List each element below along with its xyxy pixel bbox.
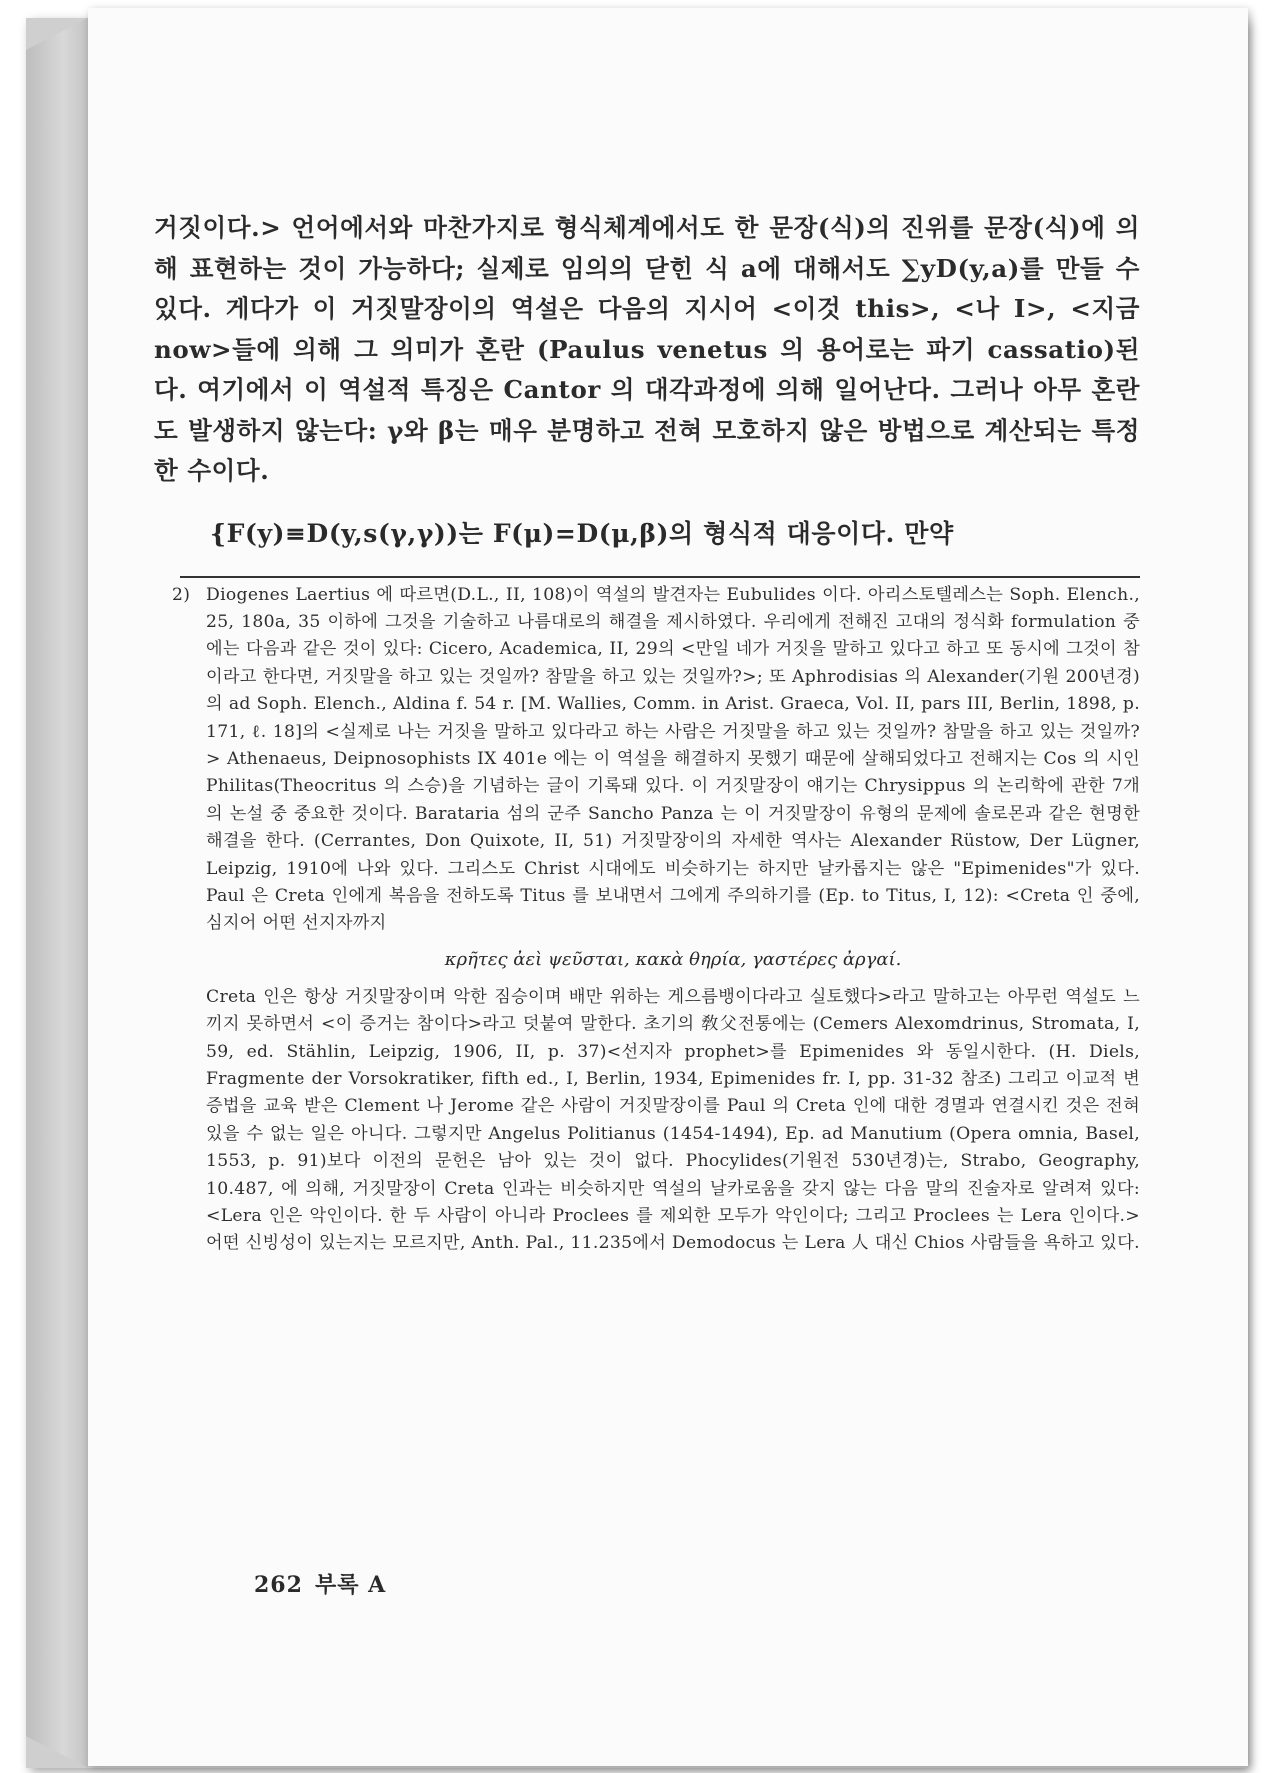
page-folio	[254, 1568, 386, 1599]
footnote-text-part2: Creta 인은 항상 거짓말장이며 악한 짐승이며 배만 위하는 게으름뱅이다라고 실토했다>라고 말하고는 아무런 역설도 느끼지 못하면서 <이 증거는 참이다>라고 덧붙여 말한다. 초기의 敎父전통에는 (Cemers Alexomdrinus, Stromata, I, 59, ed. Stählin, Leipzig, 1906, II, p. 37)<선지자 prophet>를 Epimenides 와 동일시한다. (H. Diels, Fragmente der Vorsokratiker, fifth ed., I, Berlin, 1934, Epimenides fr. I, pp. 31-32 참조) 그리고 이교적 변증법을 교육 받은 Clement 나 Jerome 같은 사람이 거짓말장이를 Paul 의 Creta 인에 대한 경멸과 연결시킨 것은 전혀 있을 수 없는 일은 아니다. 그렇지만 Angelus Politianus (1454-1494), Ep. ad Manutium (Opera omnia, Basel, 1553, p. 91)보다 이전의 문헌은 남아 있는 것이 없다. Phocylides(기원전 530년경)는, Strabo, Geography, 10.487, 에 의해, 거짓말장이 Creta 인과는 비슷하지만 역설의 날카로움을 갖지 않는 다음 말의 진술자로 알려져 있다: <Lera 인은 악인이다. 한 두 사람이 아니라 Proclees 를 제외한 모두가 악인이다; 그리고 Proclees 는 Lera 인이다.> 어떤 신빙성이 있는지는 모르지만, Anth. Pal., 11.235에서 Demodocus 는 Lera 人 대신 Chios 사람들을 욕하고 있다.	[206, 986, 1140, 1254]
greek-quotation: κρῆτες ἀεὶ ψεῦσται, κακὰ θηρία, γαστέρες ἀργαί.	[444, 948, 902, 970]
body-paragraph-formula: {F(y)≡D(y,s(γ,γ))는 F(μ)=D(μ,β)의 형식적 대응이다. 만약	[210, 518, 954, 548]
footnote-text-part1: Diogenes Laertius 에 따르면(D.L., II, 108)이 역설의 발견자는 Eubulides 이다. 아리스토텔레스는 Soph. Elench., 25, 180a, 35 이하에 그것을 기술하고 나름대로의 해결을 제시하였다. 우리에게 전해진 고대의 정식화 formulation 중에는 다음과 같은 것이 있다: Cicero, Academica, II, 29의 <만일 네가 거짓을 말하고 있다고 하고 또 동시에 그것이 참이라고 한다면, 거짓말을 하고 있는 것일까? 참말을 하고 있는 것일까?>; 또 Aphrodisias 의 Alexander(기원 200년경)의 ad Soph. Elench., Aldina f. 54 r. [M. Wallies, Comm. in Arist. Graeca, Vol. II, pars III, Berlin, 1898, p. 171, ℓ. 18]의 <실제로 나는 거짓을 말하고 있다라고 하는 사람은 거짓말을 하고 있는 것일까? 참말을 하고 있는 것일까?> Athenaeus, Deipnosophists IX 401e 에는 이 역설을 해결하지 못했기 때문에 살해되었다고 전해지는 Cos 의 시인 Philitas(Theocritus 의 스승)을 기념하는 글이 기록돼 있다. 이 거짓말장이 얘기는 Chrysippus 의 논리학에 관한 7개의 논설 중 중요한 것이다. Barataria 섬의 군주 Sancho Panza 는 이 거짓말장이 유형의 문제에 솔로몬과 같은 현명한 해결을 한다. (Cerrantes, Don Quixote, II, 51) 거짓말장이의 자세한 역사는 Alexander Rüstow, Der Lügner, Leipzig, 1910에 나와 있다. 그리스도 Christ 시대에도 비슷하기는 하지만 날카롭지는 않은 "Epimenides"가 있다. Paul 은 Creta 인에게 복음을 전하도록 Titus 를 보내면서 그에게 주의하기를 (Ep. to Titus, I, 12): <Creta 인 중에, 심지어 어떤 선지자까지	[206, 584, 1140, 934]
footnote-number: 2)	[172, 584, 191, 605]
footnote-2-part2	[154, 984, 1140, 1258]
section-label: 부록 A	[314, 1572, 387, 1598]
book-spine	[26, 18, 88, 1768]
footnote-divider	[180, 576, 1140, 578]
page-number: 262	[254, 1572, 303, 1598]
page-content	[154, 208, 1140, 1258]
body-paragraph-1: 거짓이다.> 언어에서와 마찬가지로 형식체계에서도 한 문장(식)의 진위를 문장(식)에 의해 표현하는 것이 가능하다; 실제로 임의의 닫힌 식 a에 대해서도 ∑yD(y,a)를 만들 수 있다. 게다가 이 거짓말장이의 역설은 다음의 지시어 <이것 this>, <나 I>, <지금 now>들에 의해 그 의미가 혼란 (Paulus venetus 의 용어로는 파기 cassatio)된다. 여기에서 이 역설적 특징은 Cantor 의 대각과정에 의해 일어난다. 그러나 아무 혼란도 발생하지 않는다: γ와 β는 매우 분명하고 전혀 모호하지 않은 방법으로 계산되는 특정한 수이다.	[154, 213, 1140, 485]
footnote-2-part1	[154, 582, 1140, 938]
